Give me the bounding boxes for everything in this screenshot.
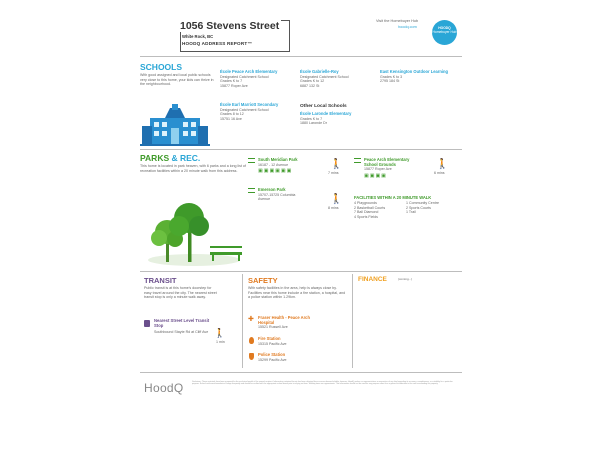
walk-icon: 🚶 (330, 159, 343, 170)
park-item[interactable] (354, 158, 424, 179)
park-item[interactable] (248, 188, 318, 202)
safety-item[interactable] (248, 353, 348, 362)
facility-item: 1 Trail (406, 210, 416, 215)
school-address: 1880 Laronde Dr (300, 121, 327, 126)
safety-description: With safety facilities in the area, help is always close by. Facilities near this home include a fire station, a hospital, and a police station within 1.29km. (248, 286, 346, 300)
transit-title: TRANSIT (144, 276, 177, 285)
school-grades: Grades K to 3 (380, 74, 403, 79)
park-address: 16187 - 12 Avenue (258, 162, 289, 167)
transit-walk-time: 1 min (216, 340, 225, 344)
parks-description: This home is located in park heaven, with 6 parks and a long list of recreation facilities within a 20 minute walk from this address. (140, 164, 246, 173)
facility-item: 1 Community Centre (406, 201, 439, 205)
facility-item: 2 Basketball Courts (354, 205, 386, 210)
hospital-icon: ✚ (248, 316, 254, 323)
park-bench-icon (354, 158, 361, 163)
school-address: 2795 184 St (380, 79, 400, 84)
facilities-title: FACILITIES WITHIN A 20 MINUTE WALK (354, 195, 432, 200)
walk-icon: 🚶 (330, 194, 343, 205)
school-type: Designated Catchment School (300, 74, 349, 79)
safety-item[interactable] (248, 316, 348, 330)
park-bench-icon (248, 188, 255, 193)
walk-time: 7 mins (328, 171, 339, 175)
walk-icon: 🚶 (214, 328, 226, 338)
school-item[interactable] (300, 70, 378, 88)
parks-title (140, 153, 200, 163)
divider-parks (140, 271, 462, 272)
divider-footer (140, 372, 462, 373)
school-address: 15751 16 Ave (220, 116, 242, 121)
park-name: Peace Arch Elementary School Grounds (364, 157, 410, 167)
school-type: Designated Catchment School (220, 107, 269, 112)
other-schools-title: Other Local Schools (300, 104, 347, 109)
address-block (180, 20, 290, 52)
school-name: École Earl Marriott Secondary (220, 102, 279, 107)
school-grades: Grades K to 7 (220, 79, 243, 84)
school-address: 15877 Roper Ave (220, 83, 248, 88)
park-item[interactable] (248, 158, 318, 174)
school-grades: Grades K to 12 (300, 79, 325, 84)
school-type: Designated Catchment School (220, 74, 269, 79)
divider-header (140, 56, 462, 57)
safety-address: 15299 Pacific Ave (258, 357, 287, 362)
school-name: École Laronde Elementary (300, 111, 352, 116)
divider-safety-finance (352, 274, 353, 368)
report-page (136, 12, 464, 412)
transit-description: Public transit is at this home's doorstep for easy travel around the city. The nearest street transit stop is only a minute walk away. (144, 286, 217, 300)
school-building-icon (140, 104, 210, 146)
finance-title: FINANCE (358, 276, 387, 283)
walk-time: 6 mins (434, 171, 445, 175)
school-item[interactable] (220, 70, 298, 88)
school-grades: Grades 8 to 12 (220, 112, 244, 117)
divider-transit-safety (242, 274, 243, 368)
school-name: East Kensington Outdoor Learning (380, 69, 449, 74)
school-item[interactable] (220, 103, 296, 121)
park-amenity-icons: ▣▣▣▣▣▣ (258, 168, 293, 175)
transit-stop-title: Nearest Street Level Transit Stop (154, 318, 210, 328)
safety-name: Police Station (258, 352, 286, 357)
schools-description: With good assigned and local public schools very close to this home, your kids can thrive in the neighbourhood. (140, 73, 214, 87)
schools-title: SCHOOLS (140, 62, 183, 72)
facility-item: 7 Ball Diamond (354, 210, 379, 215)
hoodq-logo: HoodQ (144, 381, 184, 395)
report-title: HOODQ ADDRESS REPORT™ (182, 41, 253, 46)
parks-title-a: PARKS (140, 153, 170, 163)
police-badge-icon (249, 353, 254, 360)
badge-line1: HOODQ (438, 26, 451, 30)
transit-stop-name: Southbound Stayte Rd at Cliff Ave (154, 330, 209, 334)
bus-icon (144, 320, 150, 327)
fire-icon (249, 337, 254, 344)
visit-hub-text: Visit the Homebuyer Hub (376, 19, 419, 23)
park-name: South Meridian Park (258, 157, 298, 162)
walk-icon: 🚶 (436, 159, 449, 170)
park-trees-icon (146, 192, 256, 272)
parks-title-b: & REC. (169, 153, 201, 163)
facility-item: 2 Sports Courts (406, 205, 431, 210)
address-title: 1056 Stevens Street (180, 20, 280, 32)
park-address: 15707-15725 Columbia Avenue (258, 192, 296, 202)
facility-item: 4 Playgrounds (354, 201, 377, 205)
school-name: École Gabrielle-Roy (300, 69, 339, 74)
school-name: École Peace Arch Elementary (220, 69, 278, 74)
badge-line2: Homebuyer Hub (432, 29, 457, 34)
city-label: White Rock, BC (182, 34, 214, 39)
facility-item: 4 Sports Fields (354, 214, 378, 219)
park-address: 15877 Roper Ave (364, 167, 392, 172)
facilities-block (354, 195, 460, 219)
safety-address: 15315 Pacific Ave (258, 341, 287, 346)
hoodq-badge[interactable] (432, 20, 457, 45)
safety-item[interactable] (248, 337, 348, 346)
divider-schools (140, 149, 462, 150)
park-amenity-icons: ▣▣▣▣ (364, 172, 387, 179)
park-bench-icon (248, 158, 255, 163)
safety-address: 15521 Russell Ave (258, 325, 288, 330)
safety-name: Fraser Health - Peace Arch Hospital (258, 315, 310, 325)
walk-time: 8 mins (328, 206, 339, 210)
park-name: Emerson Park (258, 187, 286, 192)
school-item[interactable] (300, 112, 378, 126)
school-address: 6887 132 St (300, 83, 320, 88)
safety-name: Fire Station (258, 336, 281, 341)
school-item[interactable] (380, 70, 460, 84)
finance-note: (coming...) (398, 277, 413, 281)
footer-disclaimer: Disclaimer: These materials have been prepared for the exclusive benefit of the named recipient. Information contained herein has been obtained from sources deemed reliable; however, HoodQ makes no representations or warranties of any kind regarding its accuracy, completeness, or suitability for a particular purpose. School catchment boundaries change frequently and should be verified with the appropriate school board prior to relying on them. Walking times are approximate. This information should not be used for any purpose other than a general introduction to the area surrounding the property. (192, 381, 453, 386)
safety-title: SAFETY (248, 276, 278, 285)
visit-hub-link[interactable]: hoodq.com (398, 25, 417, 29)
school-grades: Grades K to 7 (300, 116, 323, 121)
